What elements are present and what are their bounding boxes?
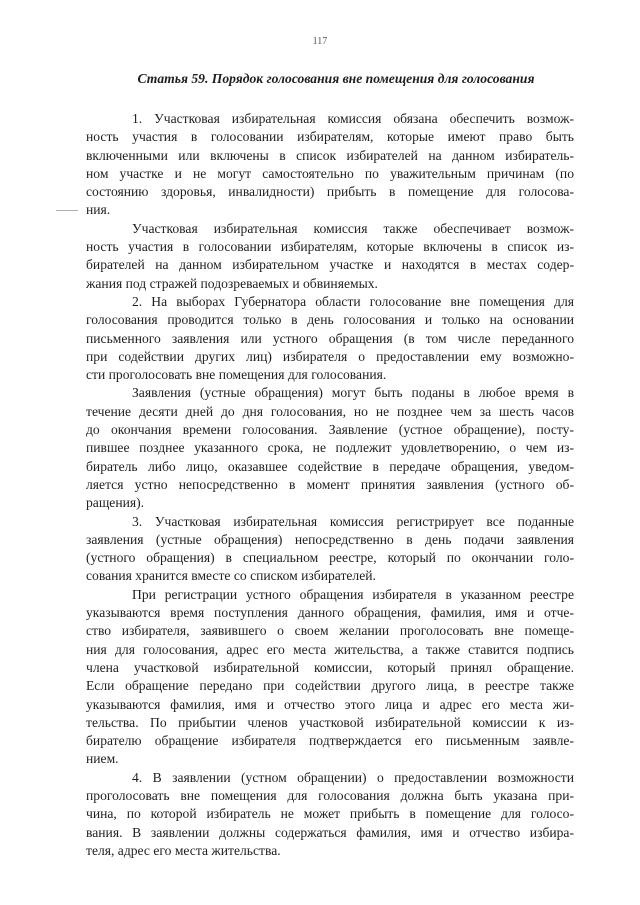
- text-line: ния.: [86, 202, 111, 218]
- text-line: Если обращение передано при содействии другого лица, в реестре также: [86, 678, 574, 694]
- text-line: жания под стражей подозреваемых и обвиняемых.: [86, 275, 378, 291]
- text-line: при содействии других лиц) избирателя о предоставлении ему возможно-: [86, 348, 574, 364]
- paragraph-6: [86, 586, 574, 769]
- text-line: письменного заявления или устного обращения (в том числе переданного: [86, 330, 574, 346]
- text-line: ном участке и не могут самостоятельно по уважительным причинам (по: [86, 165, 574, 181]
- text-line: ность участия в голосовании избирателям, которые имеют право быть: [86, 129, 574, 145]
- text-line: течение десяти дней до дня голосования, но не позднее чем за шесть часов: [86, 403, 574, 419]
- text-line: ния для голосования, адрес его места жительства, а также ставится подпись: [86, 641, 574, 657]
- page-number: 117: [312, 36, 328, 47]
- text-line: При регистрации устного обращения избирателя в указанном реестре: [132, 586, 574, 602]
- text-line: ство избирателя, заявившего о своем желании проголосовать вне помеще-: [86, 623, 574, 639]
- text-line: состоянию здоровья, инвалидности) прибыть в помещение для голосова-: [86, 184, 574, 200]
- text-line: проголосовать вне помещения для голосования должна быть указана при-: [86, 787, 574, 803]
- margin-mark: [56, 210, 78, 211]
- text-line: 2. На выборах Губернатора области голосование вне помещения для: [132, 293, 574, 309]
- text-line: указываются время поступления данного обращения, фамилия, имя и отче-: [86, 605, 574, 621]
- paragraph-4: [86, 384, 574, 512]
- text-line: 4. В заявлении (устном обращении) о предоставлении возможности: [132, 769, 574, 785]
- text-line: голосования проводится только в день голосования и только на основании: [86, 312, 574, 328]
- article-title: Статья 59. Порядок голосования вне помещения для голосования: [137, 71, 535, 86]
- text-line: бирателю обращение избирателя подтверждается его письменным заявле-: [86, 733, 574, 749]
- text-line: биратель либо лицо, оказавшее содействие в передаче обращения, уведом-: [86, 458, 574, 474]
- text-line: до окончания времени голосования. Заявление (устное обращение), посту-: [86, 422, 574, 438]
- text-line: сования хранится вместе со списком избирателей.: [86, 568, 376, 584]
- text-line: пившее позднее указанного срока, не подлежит удовлетворению, о чем из-: [86, 440, 574, 456]
- text-line: нием.: [86, 751, 119, 767]
- text-line: ность участия в голосовании избирателям, которые включены в список из-: [86, 239, 574, 255]
- text-line: 3. Участковая избирательная комиссия регистрирует все поданные: [132, 513, 574, 529]
- text-line: тельства. По прибытии членов участковой избирательной комиссии к из-: [86, 714, 574, 730]
- paragraph-3: [86, 293, 574, 384]
- text-line: вания. В заявлении должны содержаться фамилия, имя и отчество избира-: [86, 824, 574, 840]
- paragraph-7: [86, 769, 574, 860]
- paragraph-2: [86, 220, 574, 293]
- paragraph-5: [86, 513, 574, 586]
- text-line: 1. Участковая избирательная комиссия обязана обеспечить возмож-: [132, 111, 574, 126]
- text-line: бирателей на данном избирательном участке и находятся в местах содер-: [86, 257, 574, 273]
- text-line: заявления (устные обращения) непосредственно в день подачи заявления: [86, 531, 574, 547]
- text-line: указываются фамилия, имя и отчество этого лица и адрес его места жи-: [86, 696, 574, 712]
- text-line: сти проголосовать вне помещения для голосования.: [86, 367, 387, 383]
- article-body: [86, 110, 574, 860]
- text-line: члена участковой избирательной комиссии, который принял обращение.: [86, 659, 574, 675]
- text-line: чина, по которой избиратель не может прибыть в помещение для голосо-: [86, 806, 574, 822]
- text-line: Участковая избирательная комиссия также обеспечивает возмож-: [132, 220, 574, 236]
- text-line: ращения).: [86, 495, 145, 511]
- text-line: теля, адрес его места жительства.: [86, 842, 281, 858]
- text-line: Заявления (устные обращения) могут быть поданы в любое время в: [132, 385, 574, 401]
- text-line: (устного обращения) в специальном реестре, который по окончании голо-: [86, 550, 574, 566]
- text-line: ляется устно непосредственно в момент принятия заявления (устного об-: [86, 476, 574, 492]
- text-line: включенными или включены в список избирателей на данном избиратель-: [86, 147, 574, 163]
- paragraph-1: [86, 110, 574, 220]
